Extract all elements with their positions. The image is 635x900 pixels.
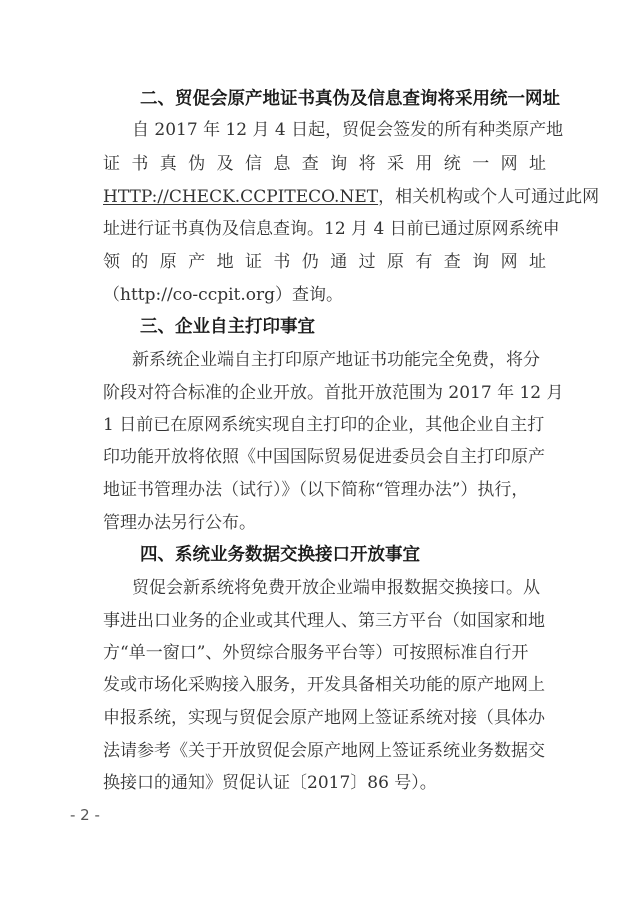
section-3-line-2: 阶段对符合标准的企业开放。首批开放范围为 2017 年 12 月: [103, 383, 564, 403]
section-3-line-1: 新系统企业端自主打印原产地证书功能完全免费，将分: [132, 350, 540, 370]
section-4-line-3: 方“单一窗口”、外贸综合服务平台等）可按照标准自行开: [103, 643, 529, 663]
section-2-line-5: 领的原产地证书仍通过原有查询网址: [103, 252, 546, 272]
section-4-line-2: 事进出口业务的企业或其代理人、第三方平台（如国家和地: [103, 611, 545, 631]
section-3-line-5: 地证书管理办法（试行）》（以下简称“管理办法”）执行，: [103, 480, 529, 500]
section-2-line-2: 证书真伪及信息查询将采用统一网址: [103, 154, 546, 174]
page-number: - 2 -: [70, 806, 100, 824]
section-4-line-1: 贸促会新系统将免费开放企业端申报数据交换接口。从: [132, 578, 540, 598]
section-4-line-6: 法请参考《关于开放贸促会原产地网上签证系统业务数据交: [103, 741, 545, 761]
section-4-line-7: 换接口的通知》贸促认证〔2017〕86 号）。: [103, 773, 437, 793]
section-2-line-3-rest: ，相关机构或个人可通过此网: [378, 187, 600, 207]
section-heading-4: 四、系统业务数据交换接口开放事宜: [140, 545, 420, 565]
section-2-line-6: （http://co-ccpit.org）查询。: [103, 285, 344, 305]
section-2-line-1: 自 2017 年 12 月 4 日起，贸促会签发的所有种类原产地: [132, 120, 564, 140]
section-2-line-4: 址进行证书真伪及信息查询。12 月 4 日前已通过原网系统申: [103, 219, 560, 239]
check-url-link[interactable]: HTTP://CHECK.CCPITECO.NET: [103, 187, 379, 207]
section-3-line-4: 印功能开放将依照《中国国际贸易促进委员会自主打印原产: [103, 447, 545, 467]
section-heading-2: 二、贸促会原产地证书真伪及信息查询将采用统一网址: [140, 89, 560, 109]
section-4-line-4: 发或市场化采购接入服务，开发具备相关功能的原产地网上: [103, 675, 545, 695]
section-3-line-3: 1 日前已在原网系统实现自主打印的企业，其他企业自主打: [103, 415, 545, 435]
section-4-line-5: 申报系统，实现与贸促会原产地网上签证系统对接（具体办: [103, 708, 545, 728]
section-2-line-3: [103, 186, 599, 208]
section-3-line-6: 管理办法另行公布。: [103, 513, 256, 533]
section-heading-3: 三、企业自主打印事宜: [140, 317, 315, 337]
